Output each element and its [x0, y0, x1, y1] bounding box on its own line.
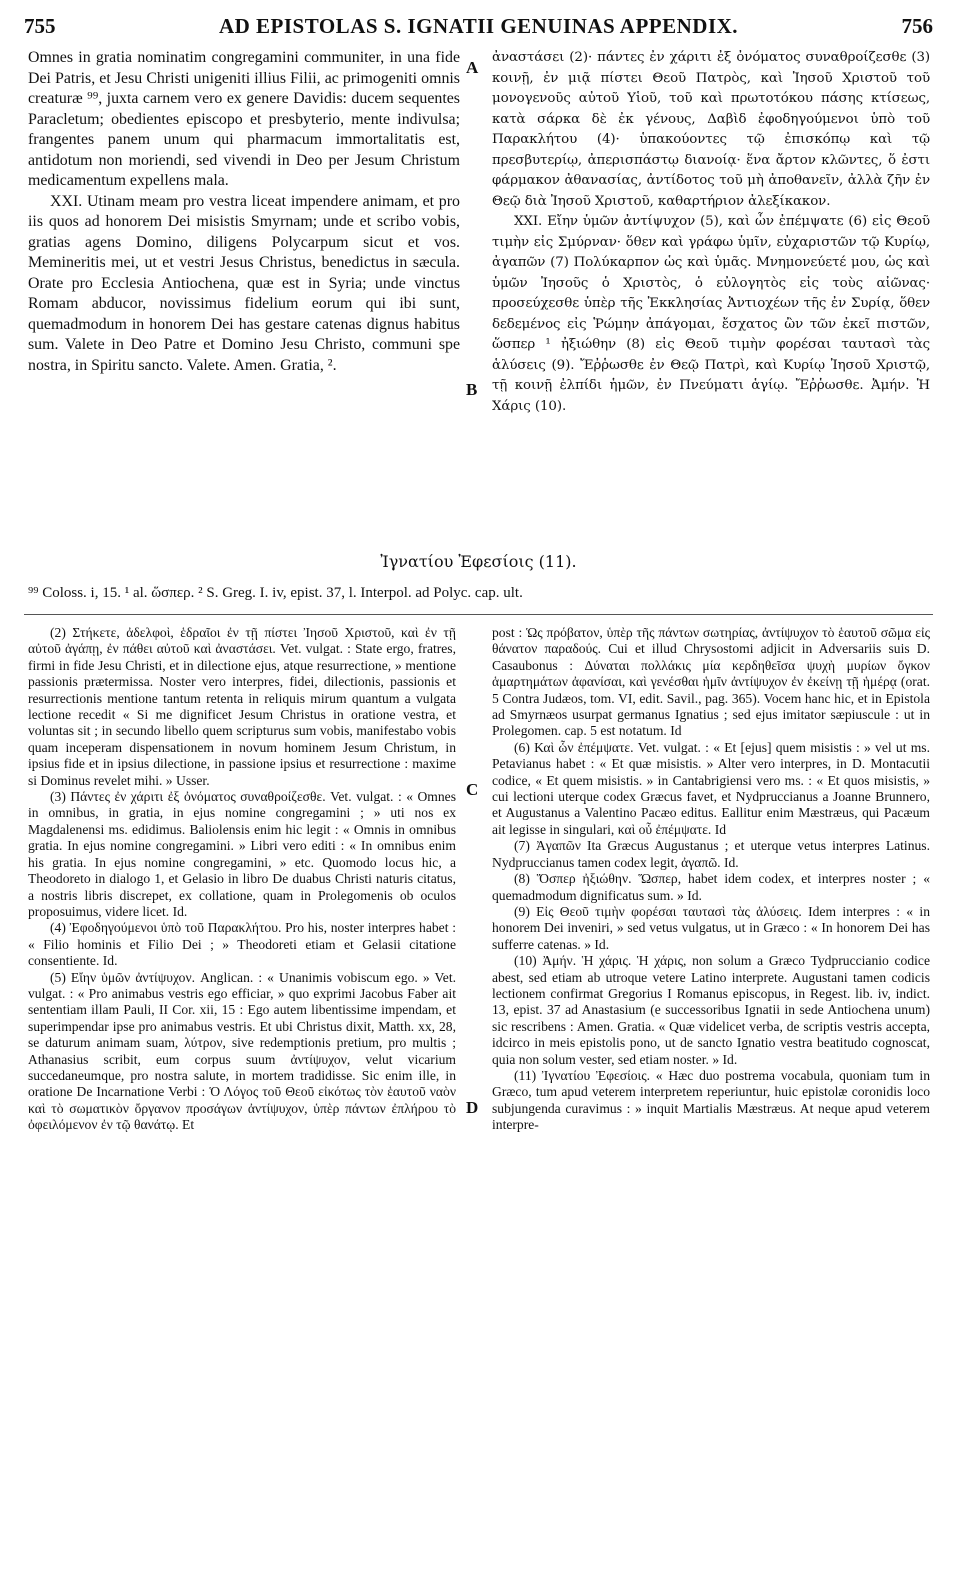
- note-item: (11) Ἰγνατίου Ἐφεσίοις. « Hæc duo postrema vocabula, quoniam tum in Græco, tum apud veterem interpretem reperiuntur, huic epistolæ coronidis loco subjungenda curavimus : » inquit Martialis Mæstræus. At neque apud veterem interpre-: [492, 1067, 930, 1133]
- latin-paragraph: XXI. Utinam meam pro vestra liceat impendere animam, et pro iis quos ad honorem Dei misistis Smyrnam; unde et scribo vobis, gratias agens Domino, diligens Polycarpum sicut et vos. Memineritis mei, ut et vestri Jesus Christus, benedictus in sæcula. Orate pro Ecclesia Antiochena, quæ est in Syria; unde vinctus Romam abducor, novissimus fidelium eorum qui ibi sunt, quemadmodum in honorem Dei has gestare catenas dignus habitus sum. Valete in Deo Patre et Domino Jesu Christo, communi spe nostra, in Spiritu sancto. Valete. Amen. Gratia, ².: [28, 192, 460, 374]
- footnotes-line: ⁹⁹ Coloss. i, 15. ¹ al. ὥσπερ. ² S. Greg. I. iv, epist. 37, l. Interpol. ad Polyc. cap. ult.: [28, 585, 523, 601]
- greek-column: [492, 48, 930, 417]
- note-item: (3) Πάντες ἐν χάριτι ἐξ ὀνόματος συναθροίζεσθε. Vet. vulgat. : « Omnes in omnibus, in gratia, in ejus nomine congregamini ; » uti nos ex Magdalenensi ms. edidimus. Baliolensis enim hic legit : « Omnis in omnibus gratia. In ejus nomine congregamini. » Libri vero editi : « In omnibus enim his gratia. In ejus nomine congregamini, » etc. Quomodo locus hic, a Theodoreto in dialogo 1, et Gelasio in libro De duabus Christi naturis citatus, a nostris libris discrepet, ex collatione, quam in Prolegomenis ob oculos proposuimus, videre licet. Id.: [28, 789, 456, 919]
- note-item: (10) Ἀμήν. Ἡ χάρις. Ἡ χάρις, non solum a Græco Tydpruccianio codice abest, sed etiam ab utroque vetere Latino interprete. Augustani tamen codicis lectionem confirmat Gregorius I Romanus episcopus, in Regest. lib. iv, indict. 13, epist. 37 ad Anastasium (e successoribus Ignatii in sede Antiochena unum) sic rescribens : Amen. Gratia. « Quæ videlicet verba, de scriptis vestris accepta, idcirco in meis epistolis pono, ut de sancto Ignatio vestra beatitudo cognoscat, quia non solum vester, sed etiam noster. » Id.: [492, 953, 930, 1067]
- note-item: (9) Εἰς Θεοῦ τιμὴν φορέσαι ταυτασὶ τὰς ἁλύσεις. Idem interpres : « in honorem Dei inveniri, » sed vetus vulgatus, ut in Græco : « In honorem Dei has sufferre catenas. » Id.: [492, 903, 930, 952]
- note-item: (7) Ἀγαπῶν Ita Græcus Augustanus ; et uterque vetus interpres Latinus. Nydpruccianus tamen codex legit, ἀγαπῶ. Id.: [492, 838, 930, 870]
- note-item: post : Ὡς πρόβατον, ὑπὲρ τῆς πάντων σωτηρίας, ἀντίψυχον τὸ ἑαυτοῦ σῶμα εἰς θάνατον παραδούς. Cui et illud Chrysostomi adjicit in Adversariis suis D. Casaubonus : Δύναται πολλάκις μία κερδηθεῖσα ψυχὴ μυρίων ὄγκον ἁμαρτημάτων ἀφανίσαι, καὶ γενέσθαι ἡμῖν ἀντίψυχον ἐν ἐκείνῃ τῇ ἡμέρᾳ (orat. 5 Contra Judæos, tom. VI, edit. Savil., pag. 365). Vocem hanc hic, et in Epistola ad Smyrnæos usurpat germanus Ignatius ; sed ejus imitator sæpiuscule : ut in Prolegomen. cap. 5 est notatum. Id: [492, 625, 930, 739]
- note-item: (4) Ἐφοδηγούμενοι ὑπὸ τοῦ Παρακλήτου. Pro his, noster interpres habet : « Filio hominis et Filio Dei ; » Theodoreti etiam et Gelasii citatione consentiente. Id.: [28, 920, 456, 969]
- margin-marker-d: D: [466, 1098, 479, 1117]
- notes-right-column: [492, 625, 930, 1134]
- notes-left-column: [28, 625, 456, 1134]
- margin-marker-c: C: [466, 780, 479, 799]
- note-item: (8) Ὅσπερ ἠξιώθην. Ὥσπερ, habet idem codex, et interpres noster ; « quemadmodum dignificatus sum. » Id.: [492, 871, 930, 903]
- note-item: (6) Καὶ ὧν ἐπέμψατε. Vet. vulgat. : « Et [ejus] quem misistis : » vel ut ms. Petavianus habet : « Et quæ misistis. » Alter vero interpres, in D. Montacutii codice, « Et quem misistis. » in Cantabrigiensi vero ms. : « Et quos misistis, » cui lectioni uterque codex Græcus favet, et Nydpruccianus a Joanne Brunnero, et Augustanus a Valentino Pacæo editus. Eallitur enim Mæstræus, qui Pacæum ait legisse in singulari, καὶ οὗ ἐπέμψατε. Id: [492, 739, 930, 837]
- page-header: [24, 14, 933, 40]
- note-item: (5) Εἴην ὑμῶν ἀντίψυχον. Anglican. : « Unanimis vobiscum ego. » Vet. vulgat. : « Pro animabus vestris ego efficiar, » quo exprimi Jacobus Faber ait sententiam illam Pauli, II Cor. xii, 15 : Ego autem libentissime impendam, et superimpendar ipse pro animabus vestris. Et ubi Christus dixit, Matth. xx, 28, se daturum animam suam, λύτρον, sive redemptionis pretium, pro multis ; Athanasius scribit, eum corpus suum ἀντίψυχον, velut vicarium succedaneumque, pro nostra salute, in mortem tradidisse. Sic enim ille, in oratione De Incarnatione Verbi : Ὁ Λόγος τοῦ Θεοῦ εἰκότως τὸν ἑαυτοῦ ναὸν καὶ τὸ σωματικὸν ὄργανον προσάγων ἀντίψυχον, ὑπὲρ πάντων ἐπλήρου τὸ ὀφειλόμενον ἐν τῷ θανάτῳ. Et: [28, 969, 456, 1133]
- margin-marker-a: A: [466, 58, 479, 77]
- greek-subscription: Ἰγνατίου Ἐφεσίοις (11).: [380, 552, 577, 571]
- running-title: AD EPISTOLAS S. IGNATII GENUINAS APPENDIX.: [218, 14, 739, 38]
- greek-paragraph: ἀναστάσει (2)· πάντες ἐν χάριτι ἐξ ὀνόματος συναθροίζεσθε (3) κοινῇ, ἐν μιᾷ πίστει Θεοῦ Πατρὸς, καὶ Ἰησοῦ Χριστοῦ τοῦ μονογενοῦς αὐτοῦ Υἱοῦ, τοῦ καὶ πρωτοτόκου πάσης κτίσεως, κατὰ σάρκα δὲ ἐκ γένους, Δαβὶδ ἐφοδηγούμενοι ὑπὸ τοῦ Παρακλήτου (4)· ὑπακούοντες τῷ ἐπισκόπῳ καὶ τῷ πρεσβυτερίῳ, ἀπερισπάστῳ διανοίᾳ· ἕνα ἄρτον κλῶντες, ὅ ἐστι φάρμακον ἀθανασίας, ἀντίδοτος τοῦ μὴ ἀποθανεῖν, ἀλλὰ ζῆν ἐν Θεῷ διὰ Ἰησοῦ Χριστοῦ, καθαρτήριον ἀλεξίκακον.: [492, 50, 930, 209]
- page-number-left: 755: [24, 14, 56, 38]
- margin-marker-b: B: [466, 380, 478, 399]
- latin-paragraph: Omnes in gratia nominatim congregamini communiter, in una fide Dei Patris, et Jesu Christi unigeniti illius Filii, ac primogeniti omnis creaturæ ⁹⁹, juxta carnem vero ex genere Davidis: ducem sequentes Paracletum; obedientes episcopo et presbyterio, mente indivulsa; frangentes panem unum qui pharmacum immortalitatis est, antidotum non moriendi, sed vivendi in Deo per Jesum Christum medicamentum expellens mala.: [28, 49, 460, 189]
- divider: [24, 614, 933, 615]
- page-number-right: 756: [901, 14, 933, 38]
- greek-paragraph: XXI. Εἴην ὑμῶν ἀντίψυχον (5), καὶ ὧν ἐπέμψατε (6) εἰς Θεοῦ τιμὴν εἰς Σμύρναν· ὅθεν καὶ γράφω ὑμῖν, εὐχαριστῶν τῷ Κυρίῳ, ἀγαπῶν (7) Πολύκαρπον ὡς καὶ ὑμᾶς. Μνημονεύετέ μου, ὡς καὶ ὑμῶν Ἰησοῦς ὁ Χριστὸς, ὁ εὐλογητὸς εἰς τοὺς αἰῶνας· προσεύχεσθε ὑπὲρ τῆς Ἐκκλησίας Ἀντιοχέων τῆς ἐν Συρίᾳ, ὅθεν δεδεμένος εἰς Ῥώμην ἀπάγομαι, ἔσχατος ὢν τῶν ἐκεῖ πιστῶν, ὥσπερ ¹ ἠξιώθην (8) εἰς Θεοῦ τιμὴν φορέσαι ταυτασὶ τὰς ἁλύσεις (9). Ἔῤῥωσθε ἐν Θεῷ Πατρὶ, καὶ Κυρίῳ Ἰησοῦ Χριστῷ, τῇ κοινῇ ἐλπίδι ἡμῶν, ἐν Πνεύματι ἁγίῳ. Ἔῤῥωσθε. Ἀμήν. Ἡ Χάρις (10).: [492, 214, 930, 414]
- note-item: (2) Στήκετε, ἀδελφοὶ, ἑδραῖοι ἐν τῇ πίστει Ἰησοῦ Χριστοῦ, καὶ ἐν τῇ αὐτοῦ ἀγάπῃ, ἐν πάθει αὐτοῦ καὶ ἀναστάσει. Vet. vulgat. : State ergo, fratres, firmi in fide Jesu Christi, et in dilectione ejus, atque resurrectione, » mentione passionis prætermissa. Noster vero interpres, fidei, dilectionis, passionis et resurrectionis mentione tantum retenta in reliquis mirum quantum a vulgata lectione recedit « Si me dignificet Jesum Christus in oratione vestra, et voluntas sit ; in secundo libello quem scripturus sum vobis, manifestabo vobis quam inceperam dispensationem in novum hominem Jesum Christum, in ipsius fide et in ipsius dilectione, in passione ipsius et resurrectione : maxime si Dominus revelet mihi. » Usser.: [28, 625, 456, 788]
- latin-column: [28, 48, 460, 376]
